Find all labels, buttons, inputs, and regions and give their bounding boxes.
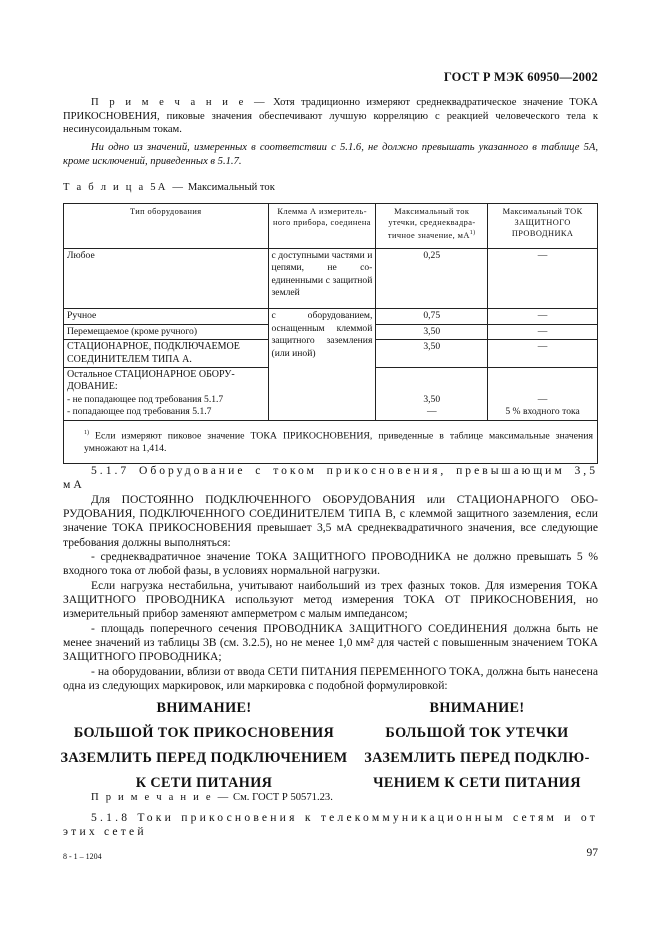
section-517-paragraph-5: - на оборудовании, вблизи от ввода СЕТИ ПИТАНИЯ ПЕРЕМЕННОГО ТОКА, должна быть нанесена одна из следующих маркировок, или маркировка с подобной формулировкой: <box>63 665 598 693</box>
header-terminal-a: Клемма А измерительного прибора, соединена <box>268 204 376 249</box>
page-number: 97 <box>586 847 598 859</box>
header-max-protective-current: Максимальный ТОК ЗАЩИТНОГО ПРОВОДНИКА <box>488 204 598 249</box>
header-max-leakage: Максимальный ток утечки, среднеквадратичное значение, $мА^{1)}$ <box>376 204 488 249</box>
note-label: П р и м е ч а н и е — <box>91 97 267 108</box>
max-current-table <box>63 203 598 464</box>
table-footnote-row: $^{1)}$ Если измеряют пиковое значение ТОКА ПРИКОСНОВЕНИЯ, приведенные в таблице максимальные значения умножают на 1,414. <box>64 420 598 463</box>
section-517-paragraph-1: Для ПОСТОЯННО ПОДКЛЮЧЕННОГО ОБОРУДОВАНИЯ или СТАЦИОНАРНОГО ОБОРУДОВАНИЯ, ПОДКЛЮЧЕННОГО СОЕДИНИТЕЛЕМ ТИПА В, с клеммой защитного заземления, если значение ТОКА ПРИКОСНОВЕНИЯ превышает 3,5 мА среднеквадратичного значения, все следующие требования должны выполняться: <box>63 493 598 549</box>
section-517-title: 5.1.7 Оборудование с током прикосновения, превышающим 3,5 мА <box>63 464 598 492</box>
table-caption-label: Т а б л и ц а 5А — <box>63 182 186 193</box>
note-2-text: См. ГОСТ Р 50571.23. <box>233 792 333 803</box>
section-517-paragraph-4: - площадь поперечного сечения ПРОВОДНИКА ЗАЩИТНОГО СОЕДИНЕНИЯ должна быть не менее значений из таблицы 3В (см. 3.2.5), но не менее 1,0 мм² для частей с повышенным значением ТОКА ЗАЩИТНОГО ПРОВОДНИКА; <box>63 622 598 664</box>
table-footnote: Если измеряют пиковое значение ТОКА ПРИКОСНОВЕНИЯ, приведенные в таблице максимальные значения умножают на 1,414. <box>84 430 593 454</box>
note-text: Хотя традиционно измеряют среднеквадратическое значение ТОКА ПРИКОСНОВЕНИЯ, пиковые значения обеспечивают лучшую корреляцию с реакцией человеческого тела к несинусоидальным токам. <box>63 97 598 135</box>
terminal-a-cell-1: с доступными частями и цепями, не соединенными с защитной землей <box>268 249 376 309</box>
warning-label-left: ВНИМАНИЕ! БОЛЬШОЙ ТОК ПРИКОСНОВЕНИЯ ЗАЗЕМЛИТЬ ПЕРЕД ПОДКЛЮЧЕНИЕМ К СЕТИ ПИТАНИЯ <box>60 700 348 791</box>
section-517-paragraph-3: Если нагрузка нестабильна, учитывают наибольший из трех фазных токов. Для измерения ТОКА ЗАЩИТНОГО ПРОВОДНИКА используют метод измерения ТОКА ОТ ПРИКОСНОВЕНИЯ, но измерительный прибор заменяют амперметром с малым импедансом; <box>63 579 598 621</box>
table-row: Ручное с оборудованием, оснащенным клеммой защитного заземления (или иной) 0,75 — <box>64 309 598 324</box>
note-2-label: П р и м е ч а н и е — <box>91 792 231 803</box>
header-equipment-type: Тип оборудования <box>64 204 269 249</box>
table-header-row <box>64 204 598 249</box>
table-caption <box>63 182 275 193</box>
print-code: 8 - 1 – 1204 <box>63 852 102 861</box>
terminal-a-cell-2: с оборудованием, оснащенным клеммой защитного заземления (или иной) <box>268 309 376 420</box>
table-caption-title: Максимальный ток <box>187 182 275 193</box>
note-paragraph <box>63 96 598 137</box>
section-518-title: 5.1.8 Токи прикосновения к телекоммуникационным сетям и от этих сетей <box>63 811 598 839</box>
italic-paragraph: Ни одно из значений, измеренных в соответствии с 5.1.6, не должно превышать указанного в таблице 5А, кроме исключений, приведенных в 5.1.7. <box>63 142 598 167</box>
table-row: СТАЦИОНАРНОЕ, ПОДКЛЮЧАЕМОЕ СОЕДИНИТЕЛЕМ ТИПА А. 3,50 — <box>64 340 598 368</box>
note-2 <box>63 791 598 805</box>
table-row: Перемещаемое (кроме ручного) 3,50 — <box>64 324 598 339</box>
warning-label-right: ВНИМАНИЕ! БОЛЬШОЙ ТОК УТЕЧКИ ЗАЗЕМЛИТЬ ПЕРЕД ПОДКЛЮ- ЧЕНИЕМ К СЕТИ ПИТАНИЯ <box>364 700 590 791</box>
document-header: ГОСТ Р МЭК 60950—2002 <box>443 70 598 84</box>
table-row: Остальное СТАЦИОНАРНОЕ ОБОРУДОВАНИЕ: - не попадающее под требования 5.1.7 - попадающее под требования 5.1.7 3,50 — — 5 % входного тока <box>64 368 598 421</box>
table-row: Любое с доступными частями и цепями, не соединенными с защитной землей 0,25 — <box>64 249 598 309</box>
section-517-paragraph-2: - среднеквадратичное значение ТОКА ЗАЩИТНОГО ПРОВОДНИКА не должно превышать 5 % входного тока от любой фазы, в условиях нормальной нагрузки. <box>63 550 598 578</box>
